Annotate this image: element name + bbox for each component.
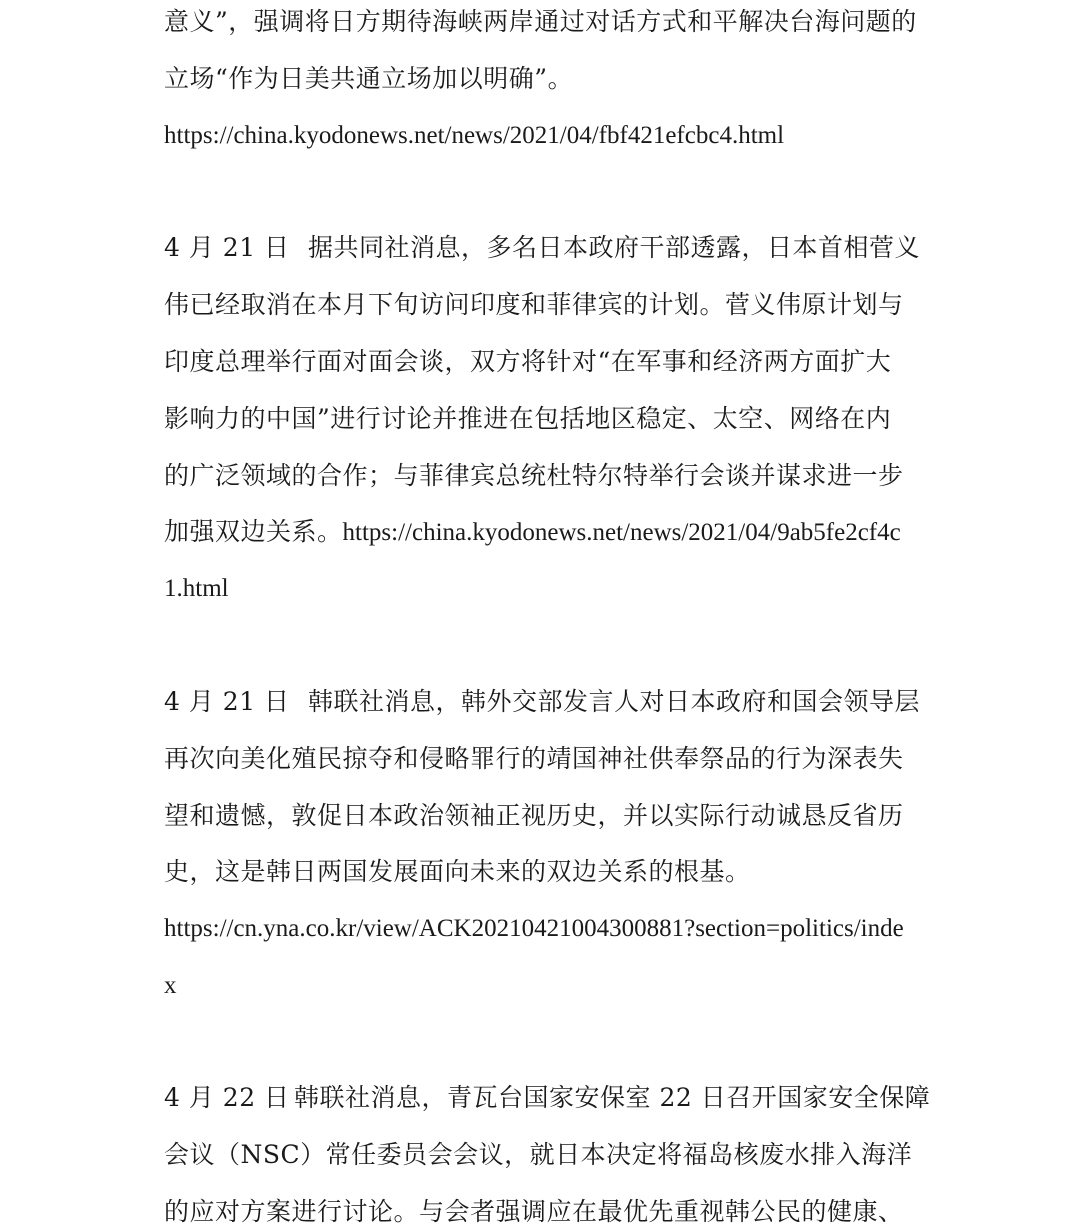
news-entry-first-line [164, 1082, 931, 1114]
paragraph-line: 史，这是韩日两国发展面向未来的双边关系的根基。 [164, 857, 751, 886]
source-link[interactable]: https://china.kyodonews.net/news/2021/04/9ab5fe2cf4c [342, 519, 901, 546]
paragraph-line: 韩联社消息，青瓦台国家安保室 22 日召开国家安全保障 [294, 1083, 931, 1112]
entry-date: 4 月 21 日 [164, 687, 290, 716]
entry-date: 4 月 21 日 [164, 233, 290, 262]
source-link[interactable]: https://china.kyodonews.net/news/2021/04/fbf421efcbc4.html [164, 122, 785, 149]
news-entry-first-line [164, 232, 924, 264]
source-link-continuation[interactable]: 1.html [164, 575, 229, 602]
paragraph-line: 影响力的中国”进行讨论并推进在包括地区稳定、太空、网络在内 [164, 404, 892, 433]
paragraph-line: 印度总理举行面对面会谈，双方将针对“在军事和经济两方面扩大 [164, 347, 892, 376]
paragraph-line-with-link [164, 516, 924, 549]
paragraph-line: 据共同社消息，多名日本政府干部透露，日本首相菅义 [308, 233, 921, 262]
paragraph-line: 的广泛领域的合作；与菲律宾总统杜特尔特举行会谈并谋求进一步 [164, 461, 904, 490]
paragraph-line: 加强双边关系。 [164, 517, 343, 546]
entry-date: 4 月 22 日 [164, 1083, 290, 1112]
source-link-continuation[interactable]: x [164, 972, 177, 999]
news-entry-first-line [164, 686, 924, 718]
paragraph-line: 再次向美化殖民掠夺和侵略罪行的靖国神社供奉祭品的行为深表失 [164, 744, 904, 773]
paragraph-line: 伟已经取消在本月下旬访问印度和菲律宾的计划。菅义伟原计划与 [164, 290, 904, 319]
paragraph-line: 会议（NSC）常任委员会会议，就日本决定将福岛核废水排入海洋 [164, 1140, 913, 1169]
paragraph-line: 韩联社消息，韩外交部发言人对日本政府和国会领导层 [308, 687, 921, 716]
paragraph-line: 意义”，强调将日方期待海峡两岸通过对话方式和平解决台海问题的 [164, 7, 917, 36]
paragraph-line: 立场“作为日美共通立场加以明确”。 [164, 64, 574, 93]
paragraph-line: 的应对方案进行讨论。与会者强调应在最优先重视韩公民的健康、 [164, 1197, 904, 1226]
paragraph-line: 望和遗憾，敦促日本政治领袖正视历史，并以实际行动诚恳反省历 [164, 801, 904, 830]
source-link[interactable]: https://cn.yna.co.kr/view/ACK20210421004300881?section=politics/inde [164, 915, 904, 942]
